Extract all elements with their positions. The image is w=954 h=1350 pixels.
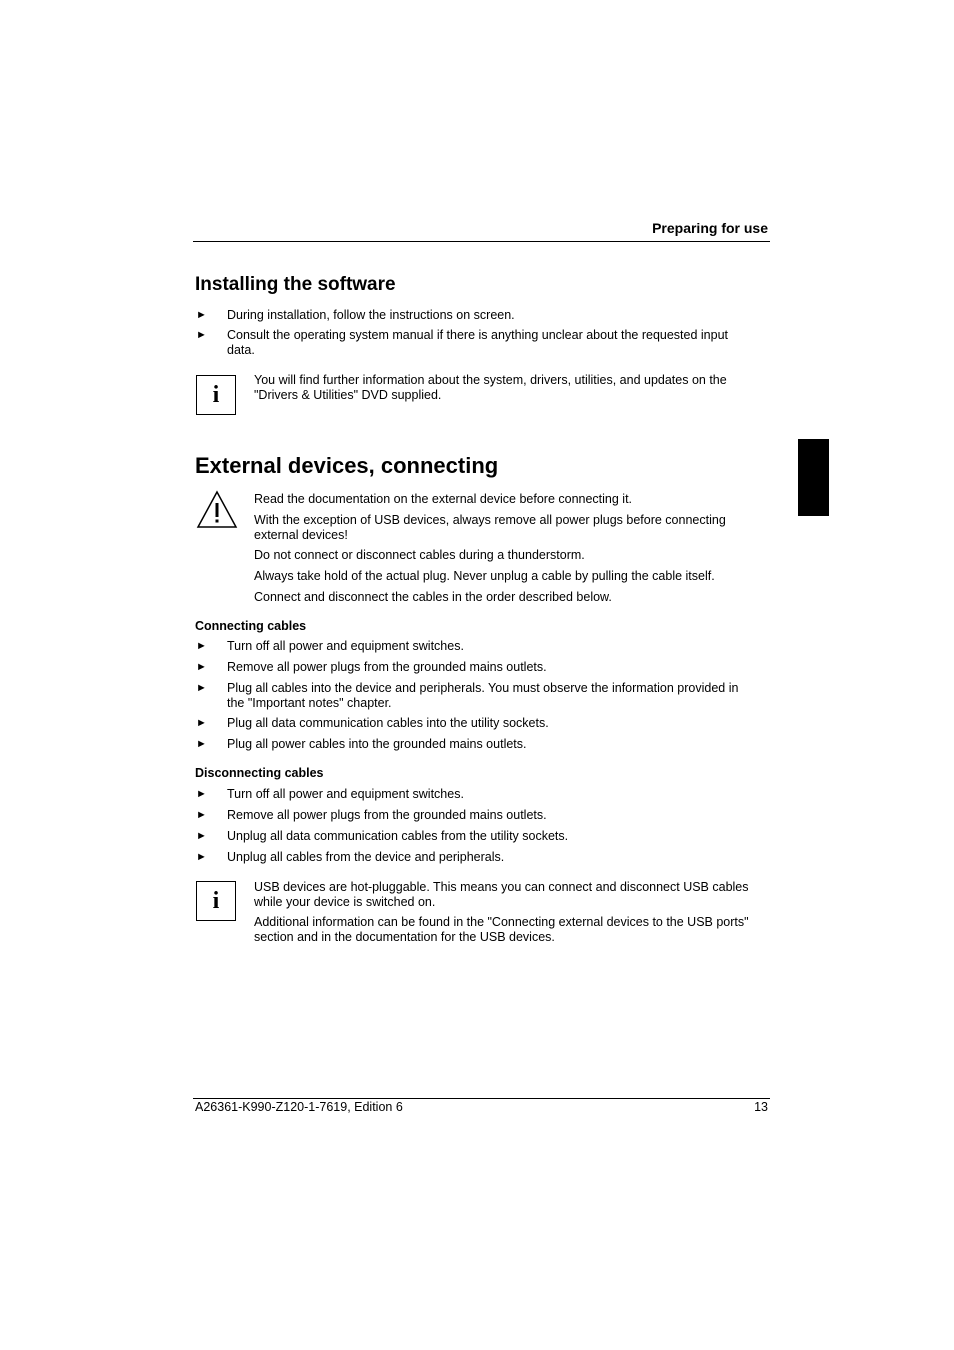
list-item-text: Unplug all data communication cables from the utility sockets. (227, 829, 569, 843)
warning-text: Do not connect or disconnect cables during a thunderstorm. (254, 548, 585, 562)
warning-triangle-icon (196, 490, 238, 530)
warning-text: With the exception of USB devices, always remove all power plugs before connecting external devices! (254, 513, 726, 542)
chapter-tab-marker (798, 439, 829, 516)
info-note-text: USB devices are hot-pluggable. This means you can connect and disconnect USB cables while your device is switched on. (254, 880, 749, 909)
section-heading-external-devices: External devices, connecting (195, 453, 499, 478)
list-item-text: Unplug all cables from the device and peripherals. (227, 850, 505, 864)
subheading-connecting-cables: Connecting cables (195, 619, 307, 633)
bullet-arrow-icon: ► (196, 329, 207, 341)
bullet-arrow-icon: ► (196, 809, 207, 821)
info-note-text: You will find further information about the system, drivers, utilities, and updates on the "Drivers & Utilities" DVD supplied. (254, 373, 727, 402)
list-item-text: Plug all power cables into the grounded mains outlets. (227, 737, 527, 751)
warning-text: Always take hold of the actual plug. Never unplug a cable by pulling the cable itself. (254, 569, 715, 583)
warning-text: Read the documentation on the external device before connecting it. (254, 492, 633, 506)
list-item-text: Remove all power plugs from the grounded mains outlets. (227, 808, 547, 822)
list-item (196, 850, 756, 865)
list-item (196, 829, 756, 844)
bullet-arrow-icon: ► (196, 830, 207, 842)
header-divider (193, 241, 770, 242)
info-icon: i (196, 881, 236, 921)
bullet-arrow-icon: ► (196, 738, 207, 750)
list-item (196, 328, 756, 358)
info-note-text: Additional information can be found in the "Connecting external devices to the USB ports" section and in the documentation for the USB devices. (254, 915, 749, 944)
list-item-text: Remove all power plugs from the grounded mains outlets. (227, 660, 547, 674)
page-number: 13 (754, 1100, 768, 1114)
list-item-text: During installation, follow the instructions on screen. (227, 308, 515, 322)
bullet-arrow-icon: ► (196, 788, 207, 800)
list-item (196, 660, 756, 675)
running-header-title: Preparing for use (652, 220, 768, 236)
bullet-arrow-icon: ► (196, 640, 207, 652)
info-icon: i (196, 375, 236, 415)
list-item (196, 681, 756, 711)
list-item (196, 787, 756, 802)
document-id: A26361-K990-Z120-1-7619, Edition 6 (195, 1100, 403, 1114)
list-item (196, 308, 756, 323)
bullet-arrow-icon: ► (196, 851, 207, 863)
bullet-arrow-icon: ► (196, 682, 207, 694)
section-heading-installing-software: Installing the software (195, 274, 396, 295)
bullet-arrow-icon: ► (196, 717, 207, 729)
list-item (196, 716, 756, 731)
list-item (196, 639, 756, 654)
list-item (196, 737, 756, 752)
list-item-text: Turn off all power and equipment switches. (227, 639, 464, 653)
subheading-disconnecting-cables: Disconnecting cables (195, 766, 324, 780)
list-item (196, 808, 756, 823)
warning-text: Connect and disconnect the cables in the order described below. (254, 590, 612, 604)
list-item-text: Turn off all power and equipment switches. (227, 787, 464, 801)
list-item-text: Plug all cables into the device and peripherals. You must observe the information provided in the "Important notes" chapter. (227, 681, 739, 710)
footer-divider (193, 1098, 770, 1099)
bullet-arrow-icon: ► (196, 661, 207, 673)
list-item-text: Plug all data communication cables into the utility sockets. (227, 716, 549, 730)
bullet-arrow-icon: ► (196, 309, 207, 321)
list-item-text: Consult the operating system manual if there is anything unclear about the requested input data. (227, 328, 729, 357)
